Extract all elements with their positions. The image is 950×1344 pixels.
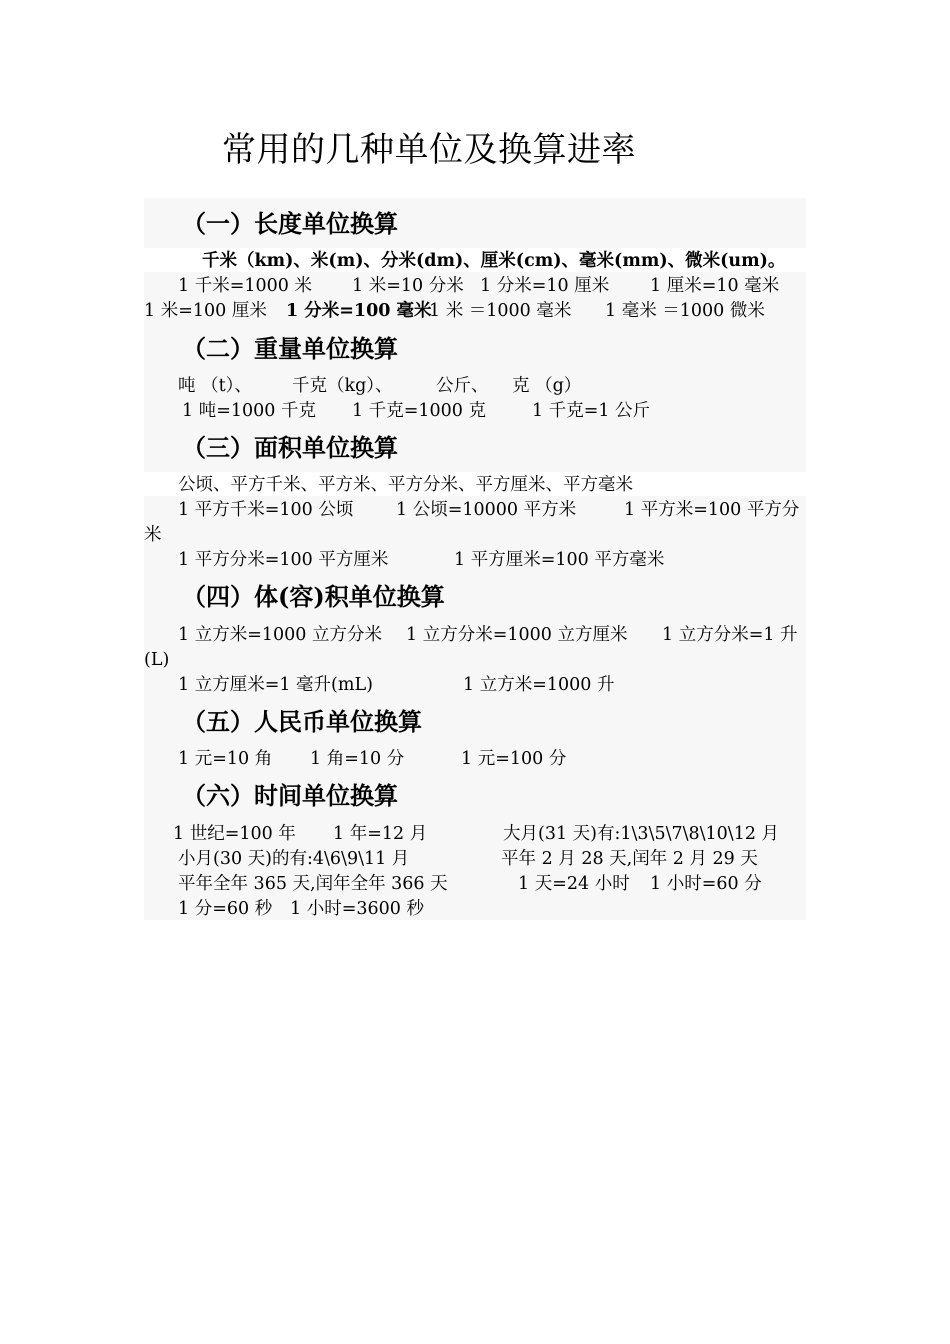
weight-unit: 吨 （t）、 — [178, 376, 252, 396]
time-rate: 平年 2 月 28 天,闰年 2 月 29 天 — [501, 849, 758, 869]
weight-rate: 1 千克=1000 克 — [352, 401, 486, 421]
area-rate: 1 平方分米=100 平方厘米 — [178, 550, 389, 570]
area-rate-wrap: 米 — [144, 525, 162, 545]
time-rate: 1 小时=3600 秒 — [290, 899, 424, 919]
length-rate: 1 米 ＝1000 毫米 — [429, 301, 572, 321]
area-rate: 1 平方千米=100 公顷 — [178, 500, 354, 520]
length-rate: 1 米=100 厘米 — [144, 301, 267, 321]
weight-rate: 1 吨=1000 千克 — [182, 401, 316, 421]
money-rate: 1 元=100 分 — [461, 749, 567, 769]
time-rate: 1 天=24 小时 — [518, 874, 630, 894]
section-heading-weight: （二）重量单位换算 — [182, 334, 398, 363]
section-heading-money: （五）人民币单位换算 — [182, 707, 422, 736]
time-rate: 1 分=60 秒 — [178, 899, 273, 919]
volume-rate: 1 立方分米=1 升 — [662, 625, 798, 645]
time-rate: 1 世纪=100 年 — [173, 824, 296, 844]
volume-rate-wrap: (L) — [144, 650, 170, 670]
length-rate: 1 分米=10 厘米 — [480, 276, 610, 296]
length-rate: 1 千米=1000 米 — [178, 276, 312, 296]
length-rate: 1 分米=100 毫米 — [286, 301, 432, 321]
volume-rate: 1 立方米=1000 升 — [463, 675, 615, 695]
section-heading-area: （三）面积单位换算 — [182, 433, 398, 462]
area-rate: 1 公顷=10000 平方米 — [396, 500, 577, 520]
time-rate: 大月(31 天)有:1\3\5\7\8\10\12 月 — [503, 824, 780, 844]
page-title: 常用的几种单位及换算进率 — [222, 130, 636, 170]
weight-unit: 千克（kg）、 — [292, 376, 393, 396]
money-rate: 1 元=10 角 — [178, 749, 273, 769]
length-rate: 1 厘米=10 毫米 — [650, 276, 780, 296]
time-rate: 平年全年 365 天,闰年全年 366 天 — [178, 874, 448, 894]
length-rate: 1 毫米 ＝1000 微米 — [605, 301, 765, 321]
volume-rate: 1 立方分米=1000 立方厘米 — [406, 625, 628, 645]
time-rate: 小月(30 天)的有:4\6\9\11 月 — [178, 849, 410, 869]
time-rate: 1 年=12 月 — [333, 824, 428, 844]
section-heading-volume: （四）体(容)积单位换算 — [182, 582, 445, 611]
area-rate: 1 平方厘米=100 平方毫米 — [454, 550, 665, 570]
time-rate: 1 小时=60 分 — [650, 874, 762, 894]
weight-unit: 克 （g） — [512, 376, 582, 396]
length-rate: 1 米=10 分米 — [352, 276, 464, 296]
section-heading-time: （六）时间单位换算 — [182, 781, 398, 810]
length-units: 千米（km)、米(m)、分米(dm)、厘米(cm)、毫米(mm)、微米(um)。 — [202, 251, 786, 271]
section-heading-length: （一）长度单位换算 — [182, 209, 398, 238]
money-rate: 1 角=10 分 — [310, 749, 405, 769]
area-rate: 1 平方米=100 平方分 — [624, 500, 800, 520]
weight-rate: 1 千克=1 公斤 — [532, 401, 651, 421]
area-units: 公顷、平方千米、平方米、平方分米、平方厘米、平方毫米 — [178, 475, 633, 495]
volume-rate: 1 立方米=1000 立方分米 — [178, 625, 382, 645]
weight-unit: 公斤、 — [436, 376, 489, 396]
volume-rate: 1 立方厘米=1 毫升(mL) — [178, 675, 373, 695]
